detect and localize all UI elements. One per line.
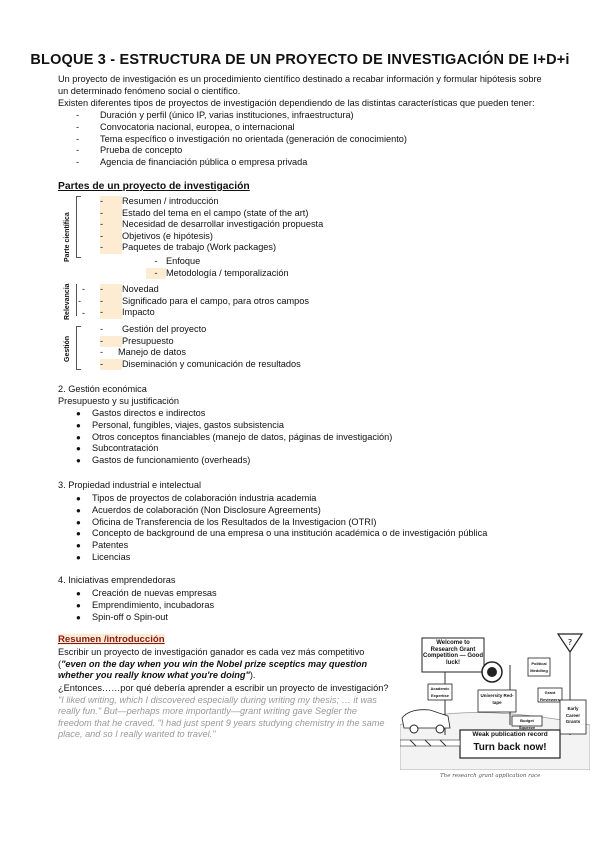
sign-weak-publication: Weak publication record — [472, 731, 548, 738]
intro-line-3: Existen diferentes tipos de proyectos de investigación dependiendo de las distintas características que pueden tener: — [58, 98, 535, 108]
relevancia-dash: - — [82, 284, 86, 294]
list-item: ● Subcontratación — [76, 443, 159, 454]
list-item: ● Emprendimiento, incubadoras — [76, 599, 215, 610]
page-title: BLOQUE 3 - ESTRUCTURA DE UN PROYECTO DE INVESTIGACIÓN DE I+D+i — [30, 52, 570, 68]
list-item: ● Oficina de Transferencia de los Resultados de la Investigacion (OTRI) — [76, 516, 377, 527]
list-item: ● Acuerdos de colaboración (Non Disclosure Agreements) — [76, 504, 321, 515]
list-item: - Resumen / introducción — [100, 196, 219, 206]
section-4-list — [76, 588, 217, 623]
section-3-list — [76, 493, 487, 564]
group-label-cientifica: Parte científica — [64, 212, 71, 262]
group-label-gestion: Gestión — [64, 335, 71, 362]
section-4-heading: 4. Iniciativas emprendedoras — [58, 575, 176, 585]
resumen-heading: Resumen /introducción — [58, 634, 165, 645]
list-item: - Diseminación y comunicación de resultados — [100, 358, 301, 369]
list-item: - Presupuesto — [100, 335, 174, 346]
sign-meddling: Political Meddling — [530, 661, 548, 673]
brace-tick — [76, 369, 81, 370]
list-item: ● Concepto de background de una empresa o una institución académica o de investigación pública — [76, 528, 488, 539]
brace-gestion — [76, 326, 77, 370]
list-item: - Prueba de concepto — [76, 145, 183, 156]
intro-line-2: un determinado fenómeno social o científico. — [58, 86, 241, 96]
types-list — [76, 110, 407, 169]
relevancia-dash: - — [82, 308, 86, 318]
list-item: ● Patentes — [76, 540, 129, 551]
list-item: - Novedad — [100, 284, 159, 294]
parts-heading: Partes de un proyecto de investigación — [58, 181, 250, 192]
list-item: - Necesidad de desarrollar investigación propuesta — [100, 219, 324, 230]
sign-early-career: Early Career Grants — [565, 706, 581, 724]
sign-welcome: Welcome to Research Grant Competition — Good luck! — [423, 640, 483, 666]
list-item: ● Tipos de proyectos de colaboración industria academia — [76, 493, 317, 503]
intro-line-1: Un proyecto de investigación es un procedimiento científico destinado a recabar información y formular hipótesis sobre — [58, 74, 542, 84]
list-item: ● Otros conceptos financiables (manejo de datos, páginas de investigación) — [76, 431, 393, 442]
cartoon-illustration — [400, 630, 590, 770]
resumen-paragraph-1: Escribir un proyecto de investigación ganador es cada vez más competitivo ("even on the day when you win the Nobel prize sceptics may question whether you really know what you're doing"). — [58, 647, 368, 681]
list-item: - Tema específico o investigación no orientada (generación de conocimiento) — [76, 133, 407, 144]
list-item: - Enfoque — [154, 256, 201, 266]
sign-reviewers: Grant Reviewers — [540, 690, 560, 702]
resumen-paragraph-2: ¿Entonces……por qué debería aprender a escribir un proyecto de investigación? "I liked writing, which I discovered especially during writing my thesis; … it was really fun." But—perhaps more importantly—grant writing gave Segler the freedom that he craved. "I had just spent 9 years studying chemistry in the same place, and so I really wanted to travel." — [58, 683, 389, 740]
list-item: - Significado para el campo, para otros campos — [100, 295, 309, 306]
section-2-sub: Presupuesto y su justificación — [58, 396, 180, 406]
cientifica-sublist — [146, 256, 289, 279]
section-2-list — [76, 408, 392, 467]
brace-tick — [76, 326, 81, 327]
section-2-heading: 2. Gestión económica — [58, 384, 147, 394]
group-label-relevancia: Relevancia — [64, 283, 71, 320]
list-item: - Duración y perfil (único IP, varias instituciones, infraestructura) — [76, 110, 354, 120]
list-item: ● Licencias — [76, 551, 131, 562]
list-item: ● Creación de nuevas empresas — [76, 588, 217, 598]
list-item: - Agencia de financiación pública o empresa privada — [76, 157, 308, 168]
cientifica-list — [100, 196, 323, 254]
cartoon-caption: The research grant application race — [440, 773, 541, 779]
list-item: - Objetivos (e hipótesis) — [100, 230, 213, 241]
brace-cientifica — [76, 196, 77, 258]
list-item: - Estado del tema en el campo (state of the art) — [100, 207, 309, 218]
sign-turn-back: Turn back now! — [473, 742, 547, 753]
brace-tick — [76, 196, 81, 197]
brace-relevancia — [76, 284, 77, 316]
section-3-heading: 3. Propiedad industrial e intelectual — [58, 480, 202, 490]
list-item: - Gestión del proyecto — [100, 324, 207, 334]
list-item: - Manejo de datos — [100, 347, 186, 358]
relevancia-dash: - — [78, 296, 82, 306]
list-item: ● Spin-off o Spin-out — [76, 611, 168, 622]
list-item: - Paquetes de trabajo (Work packages) — [100, 242, 277, 253]
list-item: ● Personal, fungibles, viajes, gastos subsistencia — [76, 419, 285, 430]
svg-text:?: ? — [567, 638, 573, 647]
sign-red-tape: University Red-tape — [480, 693, 514, 705]
gestion-list — [100, 324, 301, 370]
list-item: - Metodología / temporalización — [146, 268, 289, 280]
list-item: ● Gastos directos e indirectos — [76, 408, 206, 418]
list-item: - Impacto — [100, 307, 155, 318]
list-item: - Convocatoria nacional, europea, o internacional — [76, 121, 295, 132]
sign-budget: Budget Squeeze — [518, 718, 536, 730]
list-item: ● Gastos de funcionamiento (overheads) — [76, 455, 251, 466]
sign-expertise: Academic Expertise — [430, 686, 450, 698]
relevancia-list — [100, 284, 309, 319]
brace-tick — [76, 257, 81, 258]
